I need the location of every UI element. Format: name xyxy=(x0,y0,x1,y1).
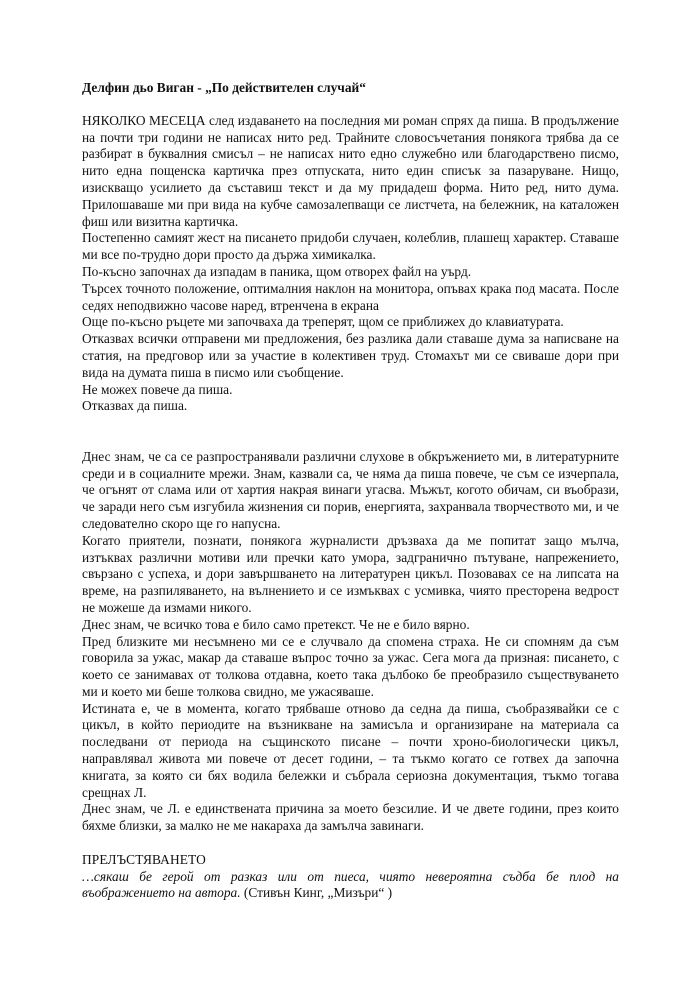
paragraph: Търсех точното положение, оптималния наклон на монитора, опъвах крака под масата. После седях неподвижно часове наред, втренчена в екрана xyxy=(82,280,619,313)
paragraph: Отказвах да пиша. xyxy=(82,398,188,414)
paragraph: Днес знам, че Л. е единствената причина за моето безсилие. И че двете години, през които бяхме близки, за малко не ме накараха да замълча завинаги. xyxy=(82,801,619,834)
paragraph: По-късно започнах да изпадам в паника, щом отворех файл на уърд. xyxy=(82,263,472,279)
paragraph: Не можех повече да пиша. xyxy=(82,381,233,397)
epigraph xyxy=(82,869,619,903)
paragraph: НЯКОЛКО МЕСЕЦА след издаването на последния ми роман спрях да пиша. В продължение на почти три години не написах нито ред. Трайните словосъчетания понякога трябва да се разбират в буквалния смисъл – не написах нито едно служебно или благодарствено писмо, нито една пощенска картичка през отпуската, нито един списък за пазаруване. Нищо, изискващо усилието да съставиш текст и да му придадеш форма. Нито ред, нито дума. Прилошаваше ми при вида на кубче самозалепващи се листчета, на бележник, на каталожен фиш или визитна картичка. xyxy=(82,112,619,229)
paragraph: Днес знам, че всичко това е било само претекст. Че не е било вярно. xyxy=(82,616,470,632)
paragraph: Истината е, че в момента, когато трябваше отново да седна да пиша, съобразявайки се с цикъл, в който периодите на възникване на замисъла и организиране на материала са последвани от периода на същинското писане – почти хроно-биологически цикъл, направлявал живота ми повече от десет години, – та тъкмо когато се готвех да започна книгата, за която си бях водила бележки и събрала сериозна документация, тъкмо тогава срещнах Л. xyxy=(82,700,619,800)
paragraph: Отказвах всички отправени ми предложения, без разлика дали ставаше дума за написване на статия, на предговор или за участие в колективен труд. Стомахът ми се свиваше дори при вида на думата пиша в писмо или съобщение. xyxy=(82,331,619,380)
paragraph: Когато приятели, познати, понякога журналисти дръзваха да ме попитат защо мълча, изтъквах различни мотиви или пречки като умора, задгранично пътуване, напрежението, свързано с успеха, и дори завършването на литературен цикъл. Позовавах се на липсата на време, на разпиляването, на вълнението и се измъквах с усмивка, чиято престорена ведрост не можеше да измами никого. xyxy=(82,532,619,615)
paragraph: Днес знам, че са се разпространявали различни слухове в обкръжението ми, в литературните среди и в социалните мрежи. Знам, казвали са, че няма да пиша повече, че съм се изчерпала, че огънят от слама или от хартия накрая винаги угасва. Мъжът, когото обичам, си въобрази, че заради него съм изгубила жизнения си порив, енергията, захранвала творчеството ми, и че следователно скоро ще го напусна. xyxy=(82,448,619,531)
paragraph: Още по-късно ръцете ми започваха да треперят, щом се приближех до клавиатурата. xyxy=(82,314,564,330)
section-heading: ПРЕЛЪСТЯВАНЕТО xyxy=(82,851,206,867)
document-title: Делфин дьо Виган - „По действителен случай“ xyxy=(82,80,366,95)
epigraph-quote: …сякаш бе герой от разказ или от пиеса, чиято невероятна съдба бе плод на въображението на автора. xyxy=(82,868,619,901)
paragraph-gap xyxy=(82,415,619,432)
paragraph: Пред близките ми несъмнено ми се е случвало да спомена страха. Не си спомням да съм говорила за ужас, макар да ставаше въпрос точно за ужас. Сега мога да призная: писането, с което се занимавах от толкова отдавна, което така дълбоко бе преобразило съществуването ми и което ми беше толкова свидно, ме ужасяваше. xyxy=(82,633,619,699)
paragraph-gap xyxy=(82,432,619,449)
document-page xyxy=(82,80,619,902)
paragraph: Постепенно самият жест на писането придоби случаен, колеблив, плашещ характер. Ставаше ми все по-трудно дори просто да държа химикалка. xyxy=(82,230,619,263)
epigraph-source: (Стивън Кинг, „Мизъри“ ) xyxy=(240,885,393,901)
paragraph-gap xyxy=(82,835,619,852)
